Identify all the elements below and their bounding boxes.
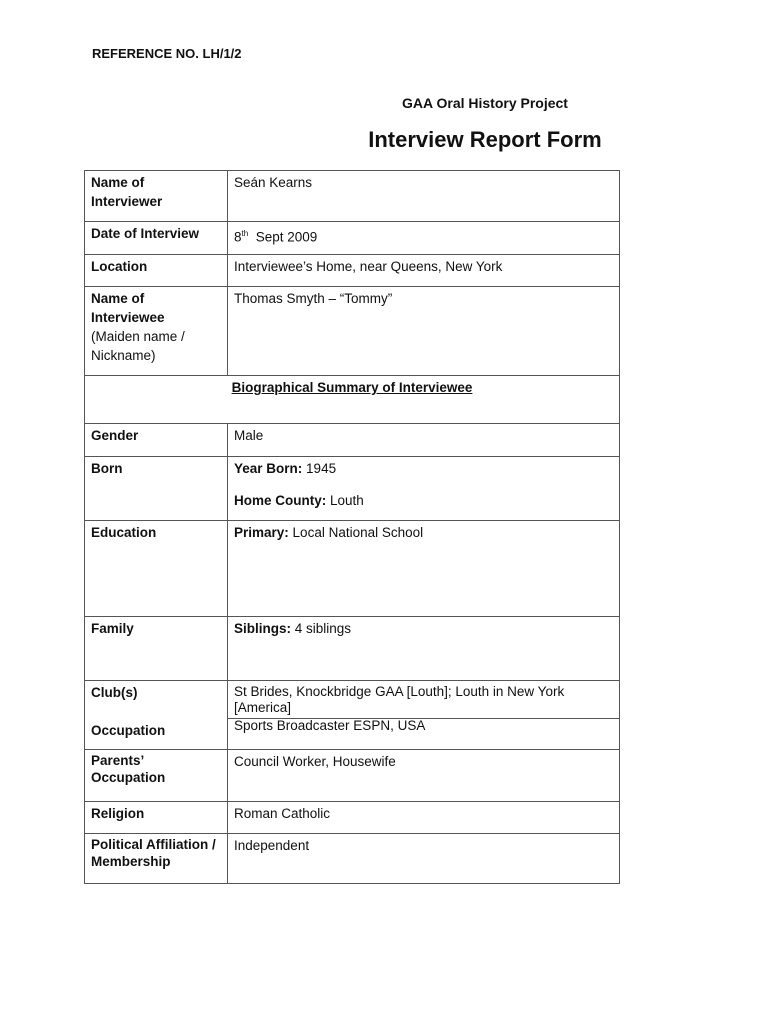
interviewer-row [85,171,620,222]
parents-value: Council Worker, Housewife [228,750,620,802]
date-value [228,222,620,255]
parents-row [85,750,620,802]
interviewer-value: Seán Kearns [228,171,620,222]
home-county-value: Louth [330,493,364,508]
gender-row [85,424,620,457]
date-rest: Sept 2009 [255,229,318,245]
parents-label [85,750,228,802]
interviewer-label-line2: Interviewer [91,194,163,209]
interviewee-value: Thomas Smyth – “Tommy” [228,287,620,376]
reference-number: REFERENCE NO. LH/1/2 [92,46,242,61]
home-county-label: Home County: [234,493,327,508]
siblings-label: Siblings: [234,621,291,636]
education-row [85,521,620,617]
family-label: Family [85,617,228,681]
page-title: Interview Report Form [368,127,602,152]
family-value [228,617,620,681]
gender-label: Gender [85,424,228,457]
occupation-value: Sports Broadcaster ESPN, USA [228,719,620,750]
clubs-value: St Brides, Knockbridge GAA [Louth]; Louth in New York [America] [228,681,620,719]
born-label: Born [85,457,228,521]
bio-heading: Biographical Summary of Interviewee [85,376,620,424]
occupation-label: Occupation [85,719,228,750]
clubs-label: Club(s) [85,681,228,719]
interviewer-label-line1: Name of [91,175,145,190]
political-value: Independent [228,834,620,884]
primary-label: Primary: [234,525,289,540]
interviewee-label-line3: (Maiden name / [91,329,185,344]
religion-row [85,802,620,834]
location-label: Location [85,255,228,287]
location-row [85,255,620,287]
parents-label-line2: Occupation [91,770,166,785]
born-value [228,457,620,521]
location-value: Interviewee’s Home, near Queens, New York [228,255,620,287]
education-value [228,521,620,617]
political-label-line2: Membership [91,854,171,869]
interviewee-label-line1: Name of [91,291,145,306]
clubs-row [85,681,620,719]
siblings-value: 4 siblings [294,621,352,636]
occupation-row [85,719,620,750]
parents-label-line1: Parents’ [91,753,145,768]
date-row [85,222,620,255]
interview-report-table [84,170,620,884]
education-label: Education [85,521,228,617]
date-label: Date of Interview [85,222,228,255]
interviewer-label [85,171,228,222]
interviewee-label-line4: Nickname) [91,348,156,363]
interviewee-label-line2: Interviewee [91,310,165,325]
political-row [85,834,620,884]
project-name: GAA Oral History Project [402,95,568,111]
interviewee-row [85,287,620,376]
interviewee-label [85,287,228,376]
religion-value: Roman Catholic [228,802,620,834]
family-row [85,617,620,681]
gender-value: Male [228,424,620,457]
political-label-line1: Political Affiliation / [91,837,216,852]
primary-value: Local National School [292,525,424,540]
bio-heading-row [85,376,620,424]
religion-label: Religion [85,802,228,834]
born-row [85,457,620,521]
year-born-value: 1945 [306,461,337,476]
political-label [85,834,228,884]
year-born-label: Year Born: [234,461,303,476]
date-day: 8 [234,229,242,245]
date-suffix: th [241,229,249,238]
